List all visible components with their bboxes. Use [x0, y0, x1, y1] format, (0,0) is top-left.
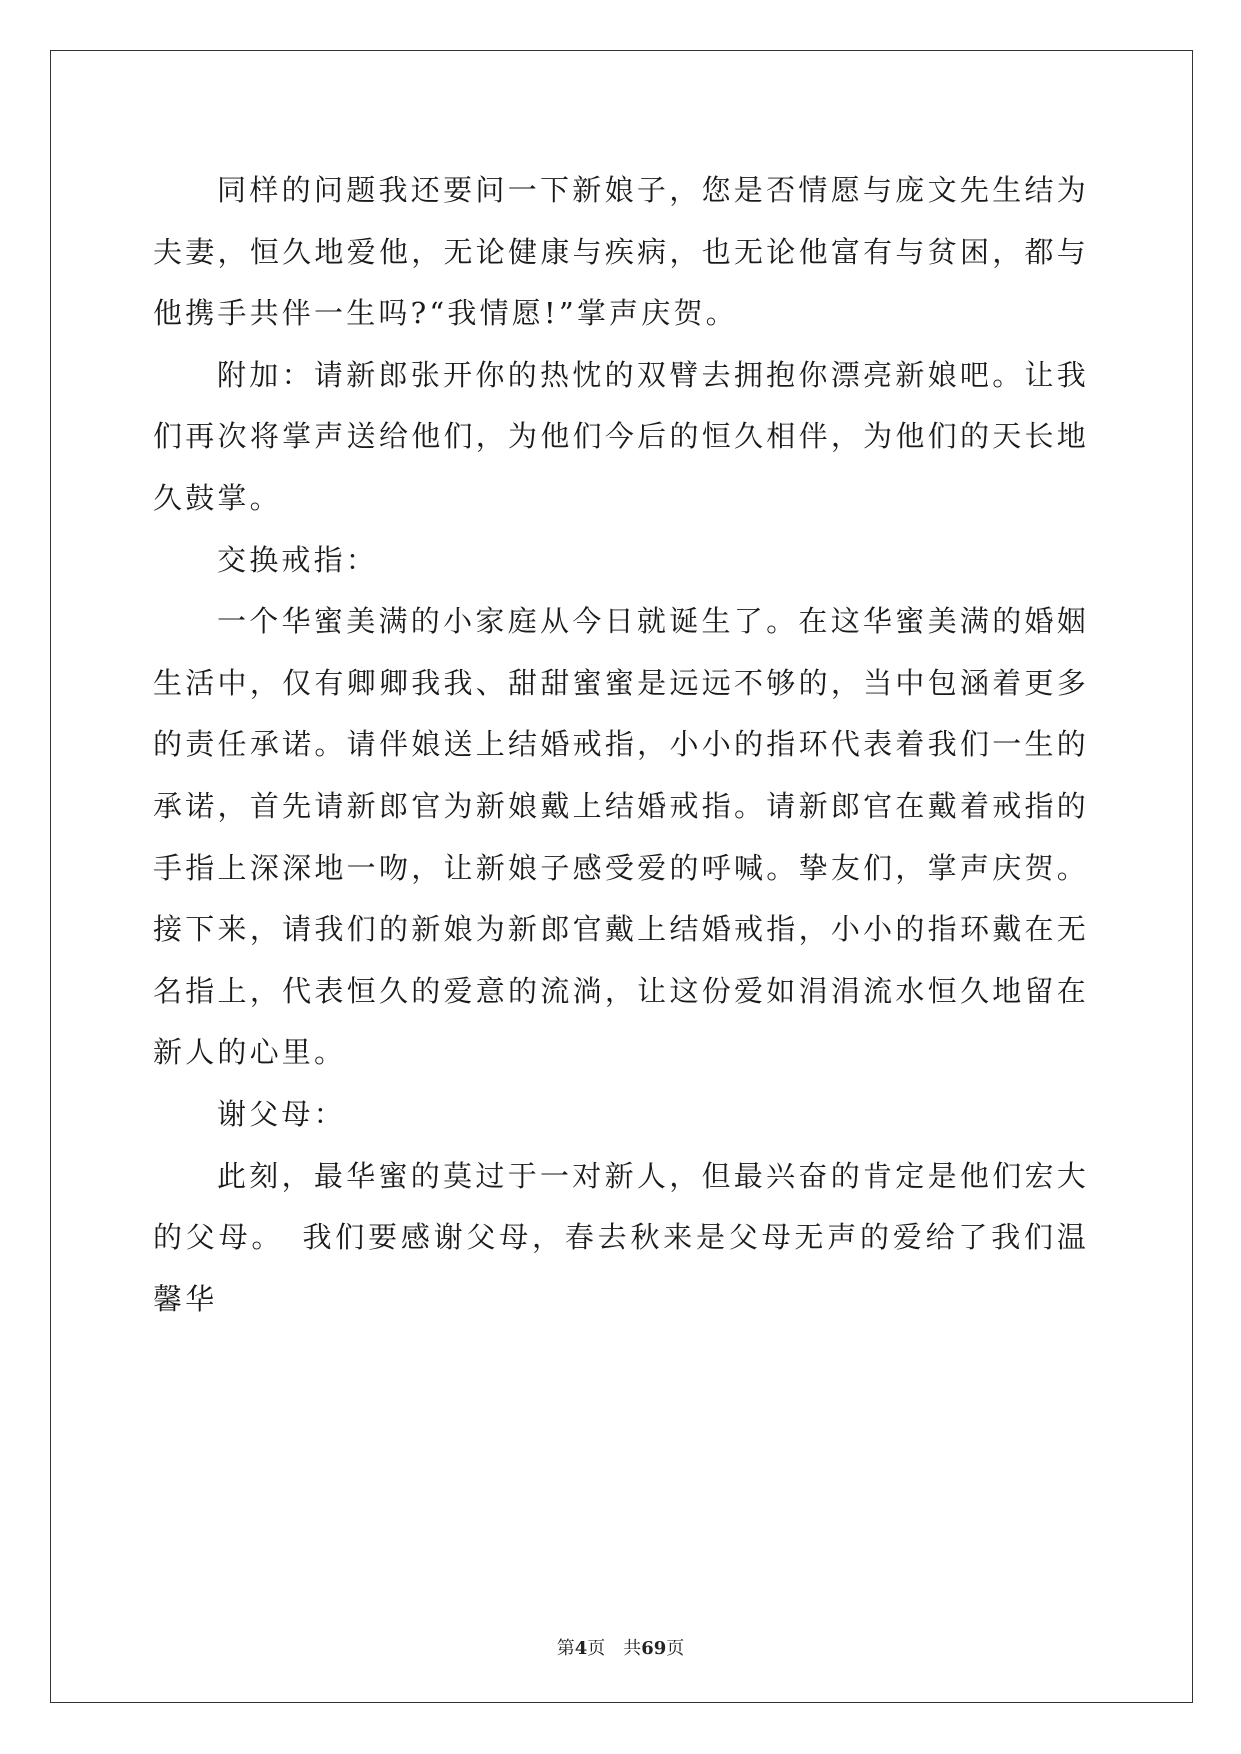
- heading-exchange-rings: 交换戒指：: [217, 542, 379, 577]
- paragraph-bride-vow: 同样的问题我还要问一下新娘子，您是否情愿与庞文先生结为夫妻，恒久地爱他，无论健康与疾病，也无论他富有与贫困，都与他携手共伴一生吗?“我情愿!”掌声庆贺。: [153, 173, 1089, 331]
- footer-total-suffix: 页: [666, 1638, 685, 1659]
- footer-total-pages: 69: [641, 1638, 667, 1659]
- footer-prefix: 第: [556, 1638, 575, 1659]
- paragraph-embrace: 附加：请新郎张开你的热忱的双臂去拥抱你漂亮新娘吧。让我们再次将掌声送给他们，为他们今后的恒久相伴，为他们的天长地久鼓掌。: [153, 357, 1089, 515]
- footer-page-suffix: 页: [587, 1638, 606, 1659]
- footer-page-number: 4: [574, 1638, 588, 1659]
- paragraph-parents: 此刻，最华蜜的莫过于一对新人，但最兴奋的肯定是他们宏大的父母。 我们要感谢父母，春去秋来是父母无声的爱给了我们温馨华: [153, 1158, 1089, 1316]
- page-footer: [0, 1634, 1241, 1660]
- footer-total-prefix: 共: [623, 1638, 642, 1659]
- document-body: [153, 160, 1089, 1330]
- heading-thank-parents: 谢父母：: [217, 1096, 346, 1131]
- paragraph-rings: 一个华蜜美满的小家庭从今日就诞生了。在这华蜜美满的婚姻生活中，仅有卿卿我我、甜甜蜜蜜是远远不够的，当中包涵着更多的责任承诺。请伴娘送上结婚戒指，小小的指环代表着我们一生的承诺，首先请新郎官为新娘戴上结婚戒指。请新郎官在戴着戒指的手指上深深地一吻，让新娘子感受爱的呼喊。挚友们，掌声庆贺。接下来，请我们的新娘为新郎官戴上结婚戒指，小小的指环戴在无名指上，代表恒久的爱意的流淌，让这份爱如涓涓流水恒久地留在新人的心里。: [153, 604, 1089, 1070]
